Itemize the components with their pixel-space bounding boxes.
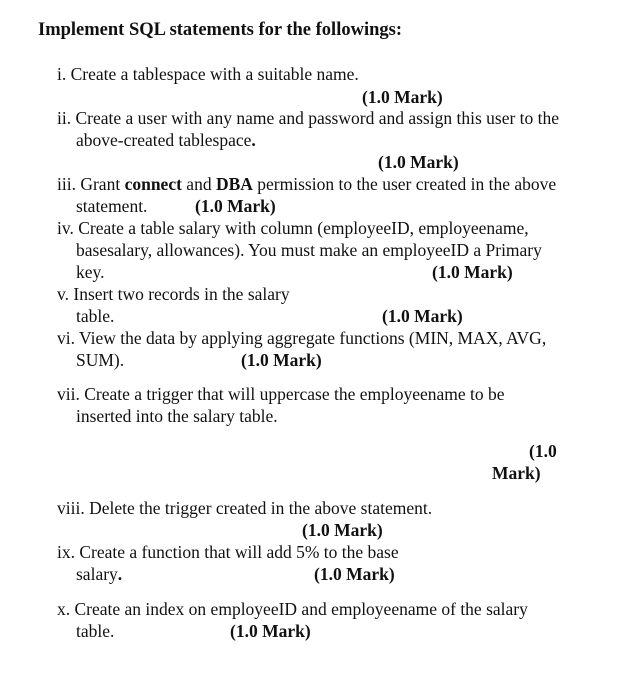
question-vii-text-line2: inserted into the salary table. [76, 406, 278, 426]
question-vii-mark-part1: (1.0 [529, 441, 557, 461]
question-ii-text-line2: above-created tablespace. [76, 130, 256, 150]
question-v-mark: (1.0 Mark) [382, 306, 463, 326]
question-ix-mark: (1.0 Mark) [314, 564, 395, 584]
question-ix-text-line1: ix. Create a function that will add 5% to the base [57, 542, 399, 562]
question-x-mark: (1.0 Mark) [230, 621, 311, 641]
question-iv-text-line2: basesalary, allowances). You must make an employeeID a Primary [76, 240, 542, 260]
question-iii-mark: (1.0 Mark) [195, 196, 276, 216]
question-viii-mark: (1.0 Mark) [302, 520, 383, 540]
question-ii-text-line1: ii. Create a user with any name and password and assign this user to the [57, 108, 560, 128]
question-i-text: i. Create a tablespace with a suitable name. [57, 64, 359, 84]
question-vi-text-line2: SUM). [76, 350, 125, 370]
question-viii-text: viii. Delete the trigger created in the above statement. [57, 498, 433, 518]
question-iv-text-line1: iv. Create a table salary with column (employeeID, employeename, [57, 218, 529, 238]
question-ii-mark: (1.0 Mark) [378, 152, 459, 172]
question-vii-mark-part2: Mark) [492, 463, 541, 483]
question-i-mark: (1.0 Mark) [362, 87, 443, 107]
question-vi-mark: (1.0 Mark) [241, 350, 322, 370]
question-v-text-line2: table. [76, 306, 115, 326]
question-vii-text-line1: vii. Create a trigger that will uppercase the employeename to be [57, 384, 505, 404]
question-v-text-line1: v. Insert two records in the salary [57, 284, 290, 304]
keyword-connect: connect [124, 174, 182, 194]
question-iv-text-line3: key. [76, 262, 105, 282]
question-ix-text-line2: salary. [76, 564, 123, 584]
question-x-text-line2: table. [76, 621, 115, 641]
page-title: Implement SQL statements for the followings: [38, 20, 402, 40]
question-iii-text-line1: iii. Grant connect and DBA permission to the user created in the above [57, 174, 557, 194]
question-iv-mark: (1.0 Mark) [432, 262, 513, 282]
question-x-text-line1: x. Create an index on employeeID and employeename of the salary [57, 599, 528, 619]
keyword-dba: DBA [215, 174, 253, 194]
question-iii-text-line2: statement. [76, 196, 148, 216]
question-vi-text-line1: vi. View the data by applying aggregate functions (MIN, MAX, AVG, [57, 328, 547, 348]
